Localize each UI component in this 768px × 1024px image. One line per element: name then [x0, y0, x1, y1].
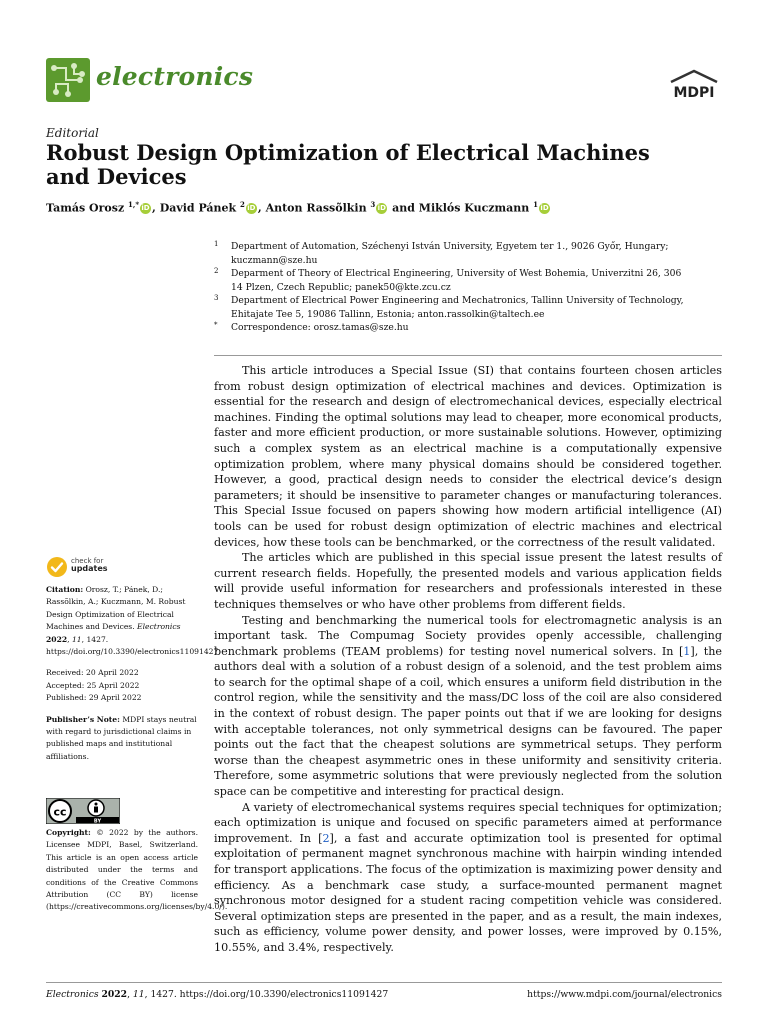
footer-journal-url[interactable]: https://www.mdpi.com/journal/electronics: [527, 989, 722, 1000]
publisher-name: MDPI: [673, 85, 715, 101]
author-name: Miklós Kuczmann: [418, 201, 530, 215]
cc-by-license-icon[interactable]: [46, 798, 120, 824]
citation-year: 2022: [46, 634, 68, 644]
affiliation-text: Department of Electrical Power Engineering and Mechatronics, Tallinn University of Technology, Ehitajate Tee 5, 19086 Tallinn, Estonia; anton.rassolkin@taltech.ee: [231, 295, 684, 320]
citation-journal: Electronics: [137, 622, 181, 632]
mdpi-logo-icon: [667, 68, 721, 102]
article-body: [214, 363, 722, 956]
body-text-segment: ], the authors deal with a solution of a robust design of a solenoid, and the test problem aims to search for the optimal shape of a coil, which ensures a uniform field distribution in the control region, while the sensitivity and the mass/DC loss of the coil are also considered in the context of robust design. The paper points out that if we are looking for designs with acceptable tolerances, not only symmetrical designs can be favoured. The paper points out the fact that the cheapest solutions are symmetrical setups. They perform worse than the cheapest asymmetric ones in these uniformity and sensitivity criteria. Therefore, some asymmetric solutions that were previously neglected from the solution space can be competitive and interesting for practical design.: [214, 644, 722, 799]
publisher-note-label: Publisher’s Note:: [46, 714, 120, 724]
dates-block: [46, 667, 198, 704]
check-line-1: check for: [71, 557, 104, 565]
citation-label: Citation:: [46, 585, 84, 594]
copyright-label: Copyright:: [46, 828, 91, 837]
affiliation-item: [214, 240, 684, 267]
citation-link[interactable]: 2: [322, 831, 330, 845]
author-list: [46, 200, 551, 215]
author-name: Tamás Orosz: [46, 201, 125, 215]
affiliations: [214, 240, 684, 335]
body-paragraph: The articles which are published in this special issue present the latest results of current research fields. Hopefully, the presented models and various application fields will provide useful information for researchers and professionals interested in these techniques themselves or who have other problems from different fields.: [214, 551, 722, 611]
author-name: Anton Rassõlkin: [265, 201, 367, 215]
body-text-segment: Testing and benchmarking the numerical tools for electromagnetic analysis is an important task. The Compumag Society provides openly accessible, challenging benchmark problems (TEAM problems) for testing novel numerical solvers. In [: [214, 613, 722, 658]
author-separator: ,: [152, 201, 160, 215]
check-for-updates-icon[interactable]: [46, 556, 68, 578]
footer-year: 2022: [101, 989, 128, 1000]
orcid-icon[interactable]: iD: [377, 204, 386, 213]
publisher-note: [46, 714, 198, 764]
orcid-icon[interactable]: iD: [540, 204, 549, 213]
cc-by-label: BY: [93, 818, 102, 824]
received-date: Received: 20 April 2022: [46, 668, 139, 678]
affiliation-number: 1: [214, 240, 219, 248]
affiliation-number: 3: [214, 294, 219, 302]
author-affiliation-mark: 1,*: [128, 200, 140, 209]
orcid-icon[interactable]: iD: [247, 204, 256, 213]
accepted-date: Accepted: 25 April 2022: [46, 680, 140, 690]
footer-volume: 11: [132, 989, 145, 1000]
copyright-notice: [46, 827, 228, 914]
copyright-text: © 2022 by the authors. Licensee MDPI, Basel, Switzerland. This article is an open access article distributed under the terms and conditions of the Creative Commons Attribution (CC BY) license (https://creativecommons.org/licenses/by/4.0/).: [46, 828, 228, 912]
citation-text: Orosz, T.; Pánek, D.; Rassõlkin, A.; Kuczmann, M. Robust Design Optimization of Electrical Machines and Devices.: [46, 585, 186, 632]
affiliation-item: [214, 294, 684, 321]
article-type: Editorial: [46, 126, 99, 140]
citation-link[interactable]: 1: [683, 644, 691, 658]
check-for-updates-label[interactable]: [71, 557, 108, 573]
section-divider: [214, 355, 722, 356]
body-text-segment: A variety of electromechanical systems requires special techniques for optimization; each optimization is unique and focused on specific parameters aimed at performance improvement. In [: [214, 800, 722, 845]
correspondence-text: Correspondence: orosz.tamas@sze.hu: [231, 322, 409, 333]
check-line-2: updates: [71, 564, 108, 573]
journal-logo-icon: [46, 58, 90, 102]
correspondence: [214, 321, 684, 335]
affiliation-text: Department of Automation, Széchenyi István University, Egyetem ter 1., 9026 Győr, Hungary; kuczmann@sze.hu: [231, 241, 669, 266]
journal-name: electronics: [96, 62, 254, 91]
body-paragraph: This article introduces a Special Issue (SI) that contains fourteen chosen articles from robust design optimization of electrical machines and devices. Optimization is essential for the research and design of electromechanical devices, especially electrical machines. Finding the optimal solutions may lead to cheaper, more economical products, faster and more efficient production, or more sustainable solutions. However, optimizing such a complex system as an electrical machine is a computationally expensive optimization problem, where many physical domains should be considered together. However, a good, practical design needs to consider the electrical device’s design parameters; it should be insensitive to parameter changes or manufacturing tolerances. This Special Issue focused on papers showing how modern artificial intelligence (AI) tools can be used for robust design optimization of electric machines and electrical devices, how these tools can be benchmarked, or the correctness of the result validated.: [214, 364, 722, 549]
author-name: David Pánek: [159, 201, 237, 215]
author-separator: and: [388, 201, 419, 215]
citation-doi[interactable]: , 1427. https://doi.org/10.3390/electronics11091427: [46, 634, 219, 657]
author-separator: ,: [257, 201, 266, 215]
publisher-note-text: MDPI stays neutral with regard to jurisdictional claims in published maps and institutional affiliations.: [46, 714, 197, 761]
article-title: Robust Design Optimization of Electrical Machines and Devices: [46, 140, 650, 189]
affiliation-item: [214, 267, 684, 294]
affiliation-text: Deparment of Theory of Electrical Engineering, University of West Bohemia, Univerzitni 26, 306 14 Plzen, Czech Republic; panek50@kte.zcu.cz: [231, 268, 682, 293]
affiliation-number: 2: [214, 267, 219, 275]
affiliation-number: *: [214, 321, 218, 329]
body-paragraph: [214, 613, 722, 800]
body-paragraph: [214, 800, 722, 956]
citation-block: Citation: Orosz, T.; Pánek, D.; Rassõlkin, A.; Kuczmann, M. Robust Design Optimization of Electrical Machines and Devices. Electronics 2022, 11, 1427. https://doi.org/10.3390/electronics11091427: [46, 585, 219, 657]
author-affiliation-mark: 1: [533, 200, 539, 209]
citation-volume: 11: [71, 634, 82, 644]
footer-citation: Electronics 2022, 11, 1427. https://doi.org/10.3390/electronics11091427: [46, 989, 389, 1000]
published-date: Published: 29 April 2022: [46, 693, 142, 703]
svg-text:cc: cc: [53, 805, 67, 819]
author-affiliation-mark: 2: [240, 200, 245, 209]
footer-doi[interactable]: , 1427. https://doi.org/10.3390/electronics11091427: [144, 989, 389, 1000]
orcid-icon[interactable]: iD: [141, 204, 150, 213]
sidebar-metadata: [46, 584, 219, 772]
author-affiliation-mark: 3: [370, 200, 376, 209]
body-text-segment: ], a fast and accurate optimization tool is presented for optimal exploitation of permanent magnet synchronous machine with hairpin winding intended for transport applications. The focus of the optimization is maximizing power density and efficiency. As a benchmark case study, a surface-mounted permanent magnet synchronous motor designed for a student racing competition vehicle was considered. Several optimization steps are presented in the paper, and as a result, the main indexes, such as efficiency, volume power density, and power losses, were improved by 0.15%, 10.55%, and 3.4%, respectively.: [214, 831, 722, 954]
footer-divider: [46, 982, 722, 983]
footer-journal: Electronics: [46, 989, 99, 1000]
